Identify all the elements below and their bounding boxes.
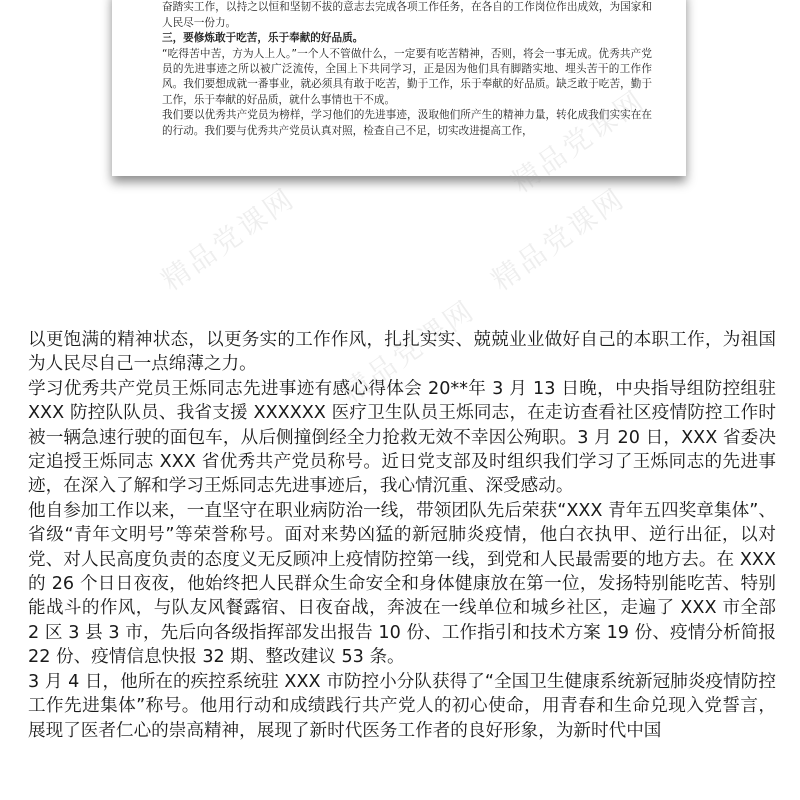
card-text [162,0,652,139]
document-body [28,328,776,743]
watermark: 精品党课网 [155,181,302,298]
card-paragraph: “吃得苦中苦，方为人上人。”一个人不管做什么，一定要有吃苦精神，否则，将会一事无成。优秀共产党员的先进事迹之所以被广泛流传，全国上下共同学习，正是因为他们具有脚踏实地、埋头苦干的工作作风。我们要想成就一番事业，就必须具有敢于吃苦，勤于工作，乐于奉献的好品质。缺乏敢于吃苦，勤于工作，乐于奉献的好品质，就什么事情也干不成。 [162,47,652,106]
card-heading: 三，要修炼敢于吃苦，乐于奉献的好品质。 [162,32,364,45]
watermark: 精品党课网 [485,181,632,298]
body-paragraph: 他自参加工作以来，一直坚守在职业病防治一线，带领团队先后荣获“XXX 青年五四奖章集体”、省级“青年文明号”等荣誉称号。面对来势凶猛的新冠肺炎疫情，他白衣执甲、逆行出征，以对党、对人民高度负责的态度义无反顾冲上疫情防控第一线，到党和人民最需要的地方去。在 XXX 的 26 个日日夜夜，他始终把人民群众生命安全和身体健康放在第一位，发扬特别能吃苦、特别能战斗的作风，与队友风餐露宿、日夜奋战，奔波在一线单位和城乡社区，走遍了 XXX 市全部 2 区 3 县 3 市，先后向各级指挥部发出报告 10 份、工作指引和技术方案 19 份、疫情分析简报 22 份、疫情信息快报 32 期、整改建议 53 条。 [28,500,776,668]
document-image-card [112,0,686,176]
body-paragraph: 3 月 4 日，他所在的疾控系统驻 XXX 市防控小分队获得了“全国卫生健康系统新冠肺炎疫情防控工作先进集体”称号。他用行动和成绩践行共产党人的初心使命，用青春和生命兑现入党誓言，展现了医者仁心的崇高精神，展现了新时代医务工作者的良好形象，为新时代中国 [28,671,776,741]
body-paragraph: 以更饱满的精神状态，以更务实的工作作风，扎扎实实、兢兢业业做好自己的本职工作，为祖国为人民尽自己一点绵薄之力。 [28,330,776,375]
card-paragraph: 奋踏实工作，以持之以恒和坚韧不拔的意志去完成各项工作任务，在各自的工作岗位作出成效，为国家和人民尽一份力。 [162,1,652,29]
card-paragraph: 我们要以优秀共产党员为榜样，学习他们的先进事迹，汲取他们所产生的精神力量，转化成我们实实在在的行动。我们要与优秀共产党员认真对照，检查自己不足，切实改进提高工作， [162,109,652,137]
body-paragraph: 学习优秀共产党员王烁同志先进事迹有感心得体会 20**年 3 月 13 日晚，中央指导组防控组驻 XXX 防控队队员、我省支援 XXXXXX 医疗卫生队员王烁同志，在走访查看社区疫情防控工作时被一辆急速行驶的面包车，从后侧撞倒经全力抢救无效不幸因公殉职。3 月 20 日，XXX 省委决定追授王烁同志 XXX 省优秀共产党员称号。近日党支部及时组织我们学习了王烁同志的先进事迹，在深入了解和学习王烁同志先进事迹后，我心情沉重、深受感动。 [28,378,776,497]
watermark: 精品党课网 [335,293,482,410]
